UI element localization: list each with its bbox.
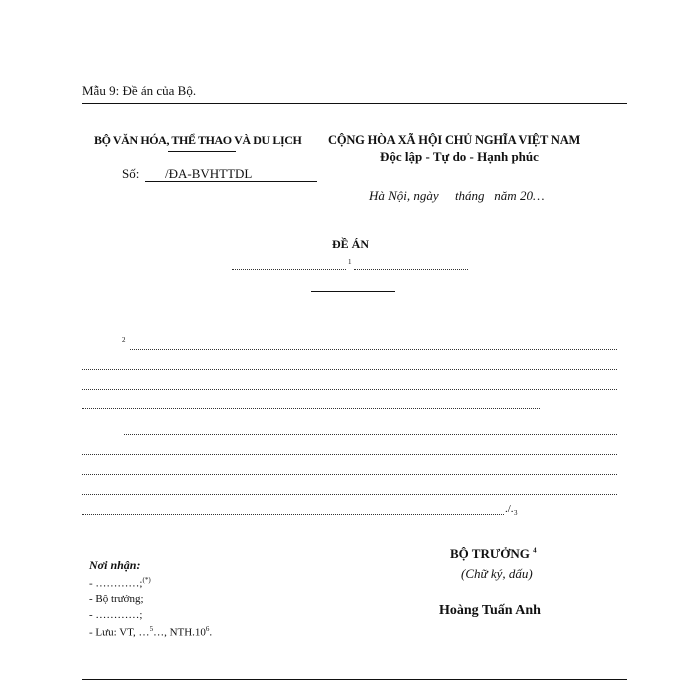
title-dots-left [232,260,346,270]
document-heading: ĐỀ ÁN [332,237,370,251]
signer-name: Hoàng Tuấn Anh [439,603,541,618]
body-line-6 [82,445,617,455]
signer-position: BỘ TRƯỞNG $^4$ [450,546,537,561]
recipient-item-4: - Lưu: VT, …$^5$…, $NTH.10^6$. [89,625,213,639]
recipient-item-1: - …………;(*) [89,576,151,590]
ministry-underline [168,151,236,152]
body-line-5 [124,425,617,435]
footnote-3: 3 [514,509,518,517]
ministry-name: BỘ VĂN HÓA, THỂ THAO VÀ DU LỊCH [94,133,302,147]
template-label: Mẫu 9: Đề án của Bộ. [82,83,197,98]
title-dots-right [354,260,468,270]
body-line-9 [82,505,504,515]
footnote-1: 1 [348,258,352,266]
body-line-3 [82,380,617,390]
recipients-heading: Nơi nhận: [89,558,141,572]
top-divider [82,103,627,104]
footnote-2: 2 [122,336,126,344]
body-line-8 [82,485,617,495]
country-name: CỘNG HÒA XÃ HỘI CHỦ NGHĨA VIỆT NAM [328,133,581,147]
document-number-underline [145,181,317,182]
body-line-7 [82,465,617,475]
national-motto: Độc lập - Tự do - Hạnh phúc [380,149,539,164]
title-underline [311,291,395,292]
body-line-2 [82,360,617,370]
body-line-4 [82,399,540,409]
document-number-value: /ĐA-BVHTTDL [165,166,253,181]
recipient-item-2: - Bộ trưởng; [89,593,144,605]
end-mark: ./. [505,503,514,515]
recipient-item-3: - …………; [89,609,143,621]
date-line: Hà Nội, ngày tháng năm 20… [369,188,545,203]
signature-note: (Chữ ký, dấu) [461,566,533,581]
bottom-divider [82,679,627,680]
document-number-label: Số: [122,166,140,181]
body-line-1 [130,340,617,350]
